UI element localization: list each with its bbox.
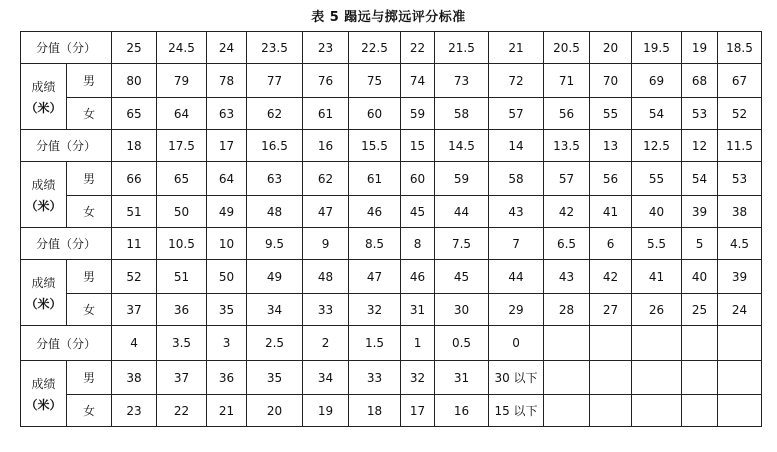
score-cell: 0.5 [435, 326, 489, 361]
male-value-cell: 38 [112, 361, 157, 395]
score-cell: 15 [401, 130, 435, 162]
female-value-cell: 31 [401, 294, 435, 326]
female-value-cell: 28 [544, 294, 590, 326]
male-value-cell: 67 [718, 64, 762, 98]
score-cell: 13 [590, 130, 632, 162]
female-label: 女 [67, 196, 112, 228]
male-value-cell [718, 361, 762, 395]
female-value-cell: 62 [247, 98, 303, 130]
male-value-cell: 68 [682, 64, 718, 98]
male-value-cell: 61 [349, 162, 401, 196]
score-cell: 0 [489, 326, 544, 361]
male-value-cell: 51 [157, 260, 207, 294]
female-value-cell: 54 [632, 98, 682, 130]
male-value-cell: 55 [632, 162, 682, 196]
unit-label: （米） [25, 198, 62, 213]
female-value-cell: 36 [157, 294, 207, 326]
female-value-cell: 35 [207, 294, 247, 326]
score-cell: 24 [207, 32, 247, 64]
female-value-cell: 25 [682, 294, 718, 326]
scoring-standard-table [20, 31, 762, 427]
male-value-cell: 39 [718, 260, 762, 294]
male-value-cell: 52 [112, 260, 157, 294]
score-cell: 9 [303, 228, 349, 260]
female-value-cell [632, 395, 682, 427]
male-value-cell: 70 [590, 64, 632, 98]
male-label: 男 [67, 64, 112, 98]
female-value-cell: 64 [157, 98, 207, 130]
score-cell [632, 326, 682, 361]
female-value-cell: 24 [718, 294, 762, 326]
female-value-cell: 55 [590, 98, 632, 130]
female-value-cell: 23 [112, 395, 157, 427]
female-value-cell: 65 [112, 98, 157, 130]
female-row [21, 196, 762, 228]
score-cell: 22 [401, 32, 435, 64]
score-cell: 6.5 [544, 228, 590, 260]
female-value-cell: 16 [435, 395, 489, 427]
score-cell: 4 [112, 326, 157, 361]
male-value-cell: 63 [247, 162, 303, 196]
female-value-cell: 58 [435, 98, 489, 130]
female-value-cell: 61 [303, 98, 349, 130]
score-cell: 20 [590, 32, 632, 64]
female-value-cell: 40 [632, 196, 682, 228]
male-row [21, 361, 762, 395]
score-cell: 9.5 [247, 228, 303, 260]
score-cell: 5.5 [632, 228, 682, 260]
male-value-cell: 65 [157, 162, 207, 196]
female-value-cell: 34 [247, 294, 303, 326]
male-value-cell: 45 [435, 260, 489, 294]
female-row [21, 98, 762, 130]
score-cell: 23 [303, 32, 349, 64]
female-row [21, 294, 762, 326]
male-value-cell: 47 [349, 260, 401, 294]
female-label: 女 [67, 98, 112, 130]
score-row [21, 130, 762, 162]
female-value-cell [544, 395, 590, 427]
male-value-cell: 42 [590, 260, 632, 294]
score-cell: 10 [207, 228, 247, 260]
male-value-cell: 73 [435, 64, 489, 98]
female-value-cell: 52 [718, 98, 762, 130]
score-cell: 21 [489, 32, 544, 64]
female-value-cell: 56 [544, 98, 590, 130]
male-value-cell: 76 [303, 64, 349, 98]
female-value-cell: 39 [682, 196, 718, 228]
score-cell: 24.5 [157, 32, 207, 64]
score-row [21, 228, 762, 260]
female-value-cell: 48 [247, 196, 303, 228]
score-cell: 18.5 [718, 32, 762, 64]
grade-label: 成绩 [31, 275, 56, 290]
male-value-cell: 69 [632, 64, 682, 98]
grade-unit-cell [21, 361, 67, 427]
male-value-cell: 75 [349, 64, 401, 98]
score-cell: 14 [489, 130, 544, 162]
female-value-cell: 47 [303, 196, 349, 228]
male-row [21, 162, 762, 196]
grade-unit-cell [21, 260, 67, 326]
male-value-cell: 37 [157, 361, 207, 395]
male-value-cell [544, 361, 590, 395]
male-value-cell: 64 [207, 162, 247, 196]
score-cell: 14.5 [435, 130, 489, 162]
male-value-cell [682, 361, 718, 395]
score-cell: 16.5 [247, 130, 303, 162]
female-value-cell: 15 以下 [489, 395, 544, 427]
score-header-cell: 分值（分） [21, 228, 112, 260]
female-value-cell [682, 395, 718, 427]
male-value-cell: 72 [489, 64, 544, 98]
male-value-cell: 35 [247, 361, 303, 395]
table-title: 表 5 蹋远与掷远评分标准 [311, 10, 466, 25]
score-cell: 5 [682, 228, 718, 260]
male-value-cell: 30 以下 [489, 361, 544, 395]
female-value-cell [718, 395, 762, 427]
score-cell [590, 326, 632, 361]
grade-label: 成绩 [31, 177, 56, 192]
grade-unit-cell [21, 162, 67, 228]
score-cell: 1.5 [349, 326, 401, 361]
score-cell: 21.5 [435, 32, 489, 64]
score-cell: 25 [112, 32, 157, 64]
unit-label: （米） [25, 100, 62, 115]
score-cell: 19 [682, 32, 718, 64]
female-value-cell: 46 [349, 196, 401, 228]
score-cell: 2 [303, 326, 349, 361]
female-label: 女 [67, 395, 112, 427]
female-value-cell: 51 [112, 196, 157, 228]
score-cell: 16 [303, 130, 349, 162]
male-value-cell: 58 [489, 162, 544, 196]
male-value-cell: 36 [207, 361, 247, 395]
score-cell: 19.5 [632, 32, 682, 64]
female-value-cell: 26 [632, 294, 682, 326]
female-value-cell: 38 [718, 196, 762, 228]
male-value-cell: 54 [682, 162, 718, 196]
unit-label: （米） [25, 296, 62, 311]
male-value-cell [590, 361, 632, 395]
score-cell [682, 326, 718, 361]
male-value-cell: 41 [632, 260, 682, 294]
score-cell: 17 [207, 130, 247, 162]
female-value-cell: 63 [207, 98, 247, 130]
male-value-cell: 60 [401, 162, 435, 196]
score-cell: 7.5 [435, 228, 489, 260]
male-value-cell: 77 [247, 64, 303, 98]
score-cell: 23.5 [247, 32, 303, 64]
female-value-cell: 50 [157, 196, 207, 228]
score-cell: 12.5 [632, 130, 682, 162]
male-value-cell: 34 [303, 361, 349, 395]
score-cell: 3.5 [157, 326, 207, 361]
female-value-cell: 44 [435, 196, 489, 228]
grade-label: 成绩 [31, 376, 56, 391]
female-value-cell: 21 [207, 395, 247, 427]
score-cell: 4.5 [718, 228, 762, 260]
male-value-cell: 74 [401, 64, 435, 98]
male-value-cell: 43 [544, 260, 590, 294]
female-value-cell: 53 [682, 98, 718, 130]
female-value-cell: 18 [349, 395, 401, 427]
female-value-cell: 41 [590, 196, 632, 228]
score-header-cell: 分值（分） [21, 130, 112, 162]
male-value-cell: 53 [718, 162, 762, 196]
female-value-cell: 32 [349, 294, 401, 326]
male-value-cell: 46 [401, 260, 435, 294]
male-value-cell: 33 [349, 361, 401, 395]
female-value-cell: 29 [489, 294, 544, 326]
male-value-cell: 57 [544, 162, 590, 196]
male-value-cell: 66 [112, 162, 157, 196]
score-cell: 11 [112, 228, 157, 260]
unit-label: （米） [25, 397, 62, 412]
female-value-cell: 20 [247, 395, 303, 427]
male-value-cell: 50 [207, 260, 247, 294]
male-value-cell: 40 [682, 260, 718, 294]
score-cell: 6 [590, 228, 632, 260]
score-cell: 7 [489, 228, 544, 260]
female-value-cell: 57 [489, 98, 544, 130]
score-cell: 13.5 [544, 130, 590, 162]
grade-label: 成绩 [31, 79, 56, 94]
score-cell: 2.5 [247, 326, 303, 361]
male-value-cell [632, 361, 682, 395]
score-cell: 11.5 [718, 130, 762, 162]
male-row [21, 64, 762, 98]
female-value-cell: 17 [401, 395, 435, 427]
male-value-cell: 49 [247, 260, 303, 294]
female-value-cell: 33 [303, 294, 349, 326]
female-value-cell: 60 [349, 98, 401, 130]
female-value-cell: 37 [112, 294, 157, 326]
male-label: 男 [67, 260, 112, 294]
score-cell: 8 [401, 228, 435, 260]
male-value-cell: 56 [590, 162, 632, 196]
female-value-cell: 22 [157, 395, 207, 427]
score-cell: 18 [112, 130, 157, 162]
male-value-cell: 48 [303, 260, 349, 294]
male-value-cell: 31 [435, 361, 489, 395]
male-value-cell: 44 [489, 260, 544, 294]
male-value-cell: 78 [207, 64, 247, 98]
female-value-cell: 42 [544, 196, 590, 228]
female-value-cell: 59 [401, 98, 435, 130]
score-cell [544, 326, 590, 361]
score-cell: 12 [682, 130, 718, 162]
score-cell: 22.5 [349, 32, 401, 64]
female-value-cell: 30 [435, 294, 489, 326]
score-cell: 17.5 [157, 130, 207, 162]
male-row [21, 260, 762, 294]
male-value-cell: 62 [303, 162, 349, 196]
score-cell: 20.5 [544, 32, 590, 64]
male-value-cell: 32 [401, 361, 435, 395]
score-cell [718, 326, 762, 361]
score-row [21, 326, 762, 361]
female-value-cell: 45 [401, 196, 435, 228]
grade-unit-cell [21, 64, 67, 130]
male-label: 男 [67, 361, 112, 395]
female-value-cell: 49 [207, 196, 247, 228]
female-row [21, 395, 762, 427]
score-header-cell: 分值（分） [21, 326, 112, 361]
female-label: 女 [67, 294, 112, 326]
female-value-cell: 19 [303, 395, 349, 427]
score-cell: 15.5 [349, 130, 401, 162]
male-value-cell: 59 [435, 162, 489, 196]
score-header-cell: 分值（分） [21, 32, 112, 64]
female-value-cell: 27 [590, 294, 632, 326]
score-row [21, 32, 762, 64]
score-cell: 8.5 [349, 228, 401, 260]
female-value-cell [590, 395, 632, 427]
score-cell: 10.5 [157, 228, 207, 260]
male-label: 男 [67, 162, 112, 196]
score-cell: 3 [207, 326, 247, 361]
female-value-cell: 43 [489, 196, 544, 228]
male-value-cell: 79 [157, 64, 207, 98]
male-value-cell: 80 [112, 64, 157, 98]
score-cell: 1 [401, 326, 435, 361]
male-value-cell: 71 [544, 64, 590, 98]
